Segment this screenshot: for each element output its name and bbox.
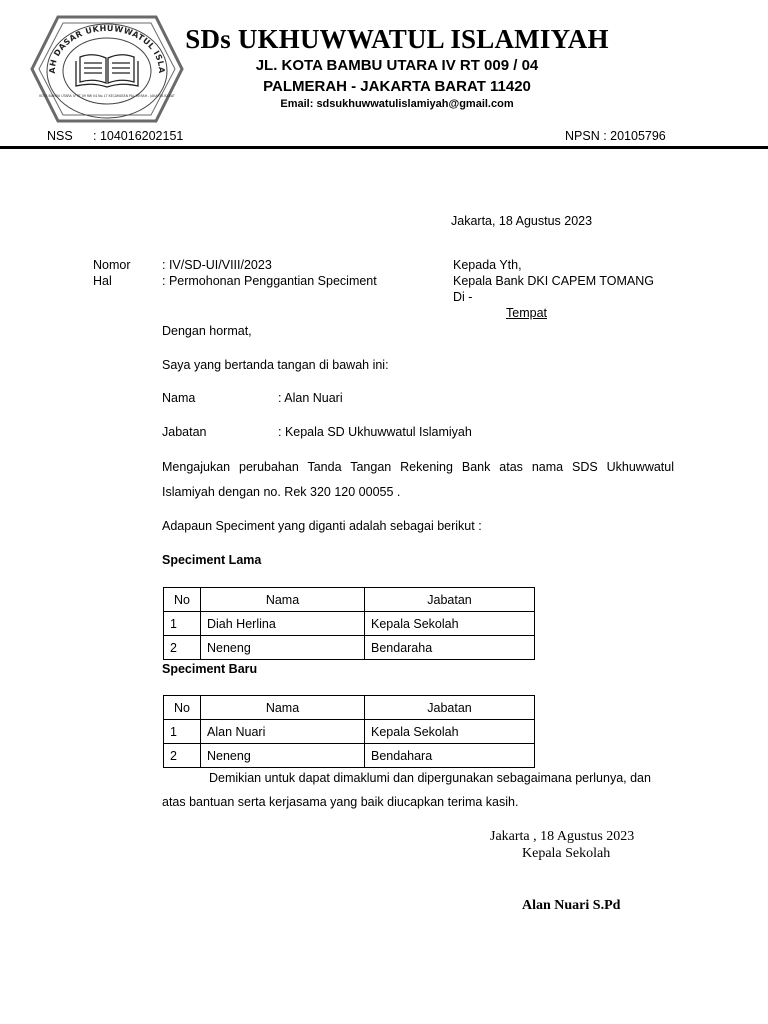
cell-no: 1 (164, 612, 201, 636)
cell-jabatan: Kepala Sekolah (365, 720, 535, 744)
recipient-line-3: Di - (453, 290, 473, 304)
header-nama: Nama (201, 696, 365, 720)
cell-nama: Diah Herlina (201, 612, 365, 636)
address-line-2: PALMERAH - JAKARTA BARAT 11420 (263, 78, 531, 95)
signature-place-date: Jakarta , 18 Agustus 2023 (490, 829, 635, 844)
nama-label: Nama (162, 391, 196, 405)
greeting: Dengan hormat, (162, 324, 252, 338)
header-jabatan: Jabatan (365, 588, 535, 612)
specimen-old-title: Speciment Lama (162, 553, 262, 567)
table-row (164, 612, 535, 636)
letter-date: Jakarta, 18 Agustus 2023 (451, 214, 593, 228)
jabatan-label: Jabatan (162, 425, 207, 439)
hal-label: Hal (93, 274, 112, 288)
replacement-intro: Adapaun Speciment yang diganti adalah sebagai berikut : (162, 519, 482, 533)
header-no: No (164, 696, 201, 720)
cell-nama: Alan Nuari (201, 720, 365, 744)
nama-value: : Alan Nuari (278, 391, 343, 405)
cell-nama: Neneng (201, 636, 365, 660)
specimen-old-table (163, 587, 535, 660)
nomor-value: : IV/SD-UI/VIII/2023 (162, 258, 272, 272)
cell-no: 2 (164, 636, 201, 660)
cell-no: 1 (164, 720, 201, 744)
table-row (164, 744, 535, 768)
table-row (164, 720, 535, 744)
hal-value: : Permohonan Penggantian Speciment (162, 274, 377, 288)
intro-text: Saya yang bertanda tangan di bawah ini: (162, 358, 389, 372)
nomor-label: Nomor (93, 258, 131, 272)
letterhead-divider (0, 146, 768, 149)
recipient-line-1: Kepada Yth, (453, 258, 522, 272)
logo-small-text: KOTA BAMBU UTARA IV RT 09 RW 04 No.17 KECAMATAN PAL MERAH - JAKARTA BARAT (39, 94, 175, 98)
cell-jabatan: Bendaraha (365, 636, 535, 660)
table-header-row (164, 696, 535, 720)
npsn-value: NPSN : 20105796 (565, 129, 666, 143)
signature-name: Alan Nuari S.Pd (522, 898, 621, 913)
school-email: Email: sdsukhuwwatulislamiyah@gmail.com (280, 98, 514, 110)
closing-line-2: atas bantuan serta kerjasama yang baik diucapkan terima kasih. (162, 795, 519, 809)
jabatan-value: : Kepala SD Ukhuwwatul Islamiyah (278, 425, 472, 439)
header-jabatan: Jabatan (365, 696, 535, 720)
request-line-1: Mengajukan perubahan Tanda Tangan Rekening Bank atas nama SDS Ukhuwwatul (162, 460, 674, 474)
cell-no: 2 (164, 744, 201, 768)
cell-jabatan: Kepala Sekolah (365, 612, 535, 636)
closing-line-1: Demikian untuk dapat dimaklumi dan dipergunakan sebagaimana perlunya, dan (209, 771, 651, 785)
cell-jabatan: Bendahara (365, 744, 535, 768)
table-header-row (164, 588, 535, 612)
address-line-1: JL. KOTA BAMBU UTARA IV RT 009 / 04 (255, 57, 539, 74)
recipient-line-2: Kepala Bank DKI CAPEM TOMANG (453, 274, 655, 288)
logo-ring-text: AH DASAR UKHUWWATUL ISLA (47, 23, 167, 74)
request-line-2: Islamiyah dengan no. Rek 320 120 00055 . (162, 485, 401, 499)
header-nama: Nama (201, 588, 365, 612)
school-name: SDs UKHUWWATUL ISLAMIYAH (185, 24, 609, 54)
table-row (164, 636, 535, 660)
nss-value: : 104016202151 (93, 129, 184, 143)
cell-nama: Neneng (201, 744, 365, 768)
header-no: No (164, 588, 201, 612)
recipient-line-4: Tempat (506, 306, 547, 320)
nss-label: NSS (47, 129, 73, 143)
specimen-new-table (163, 695, 535, 768)
specimen-new-title: Speciment Baru (162, 662, 258, 676)
signature-title: Kepala Sekolah (522, 846, 611, 861)
